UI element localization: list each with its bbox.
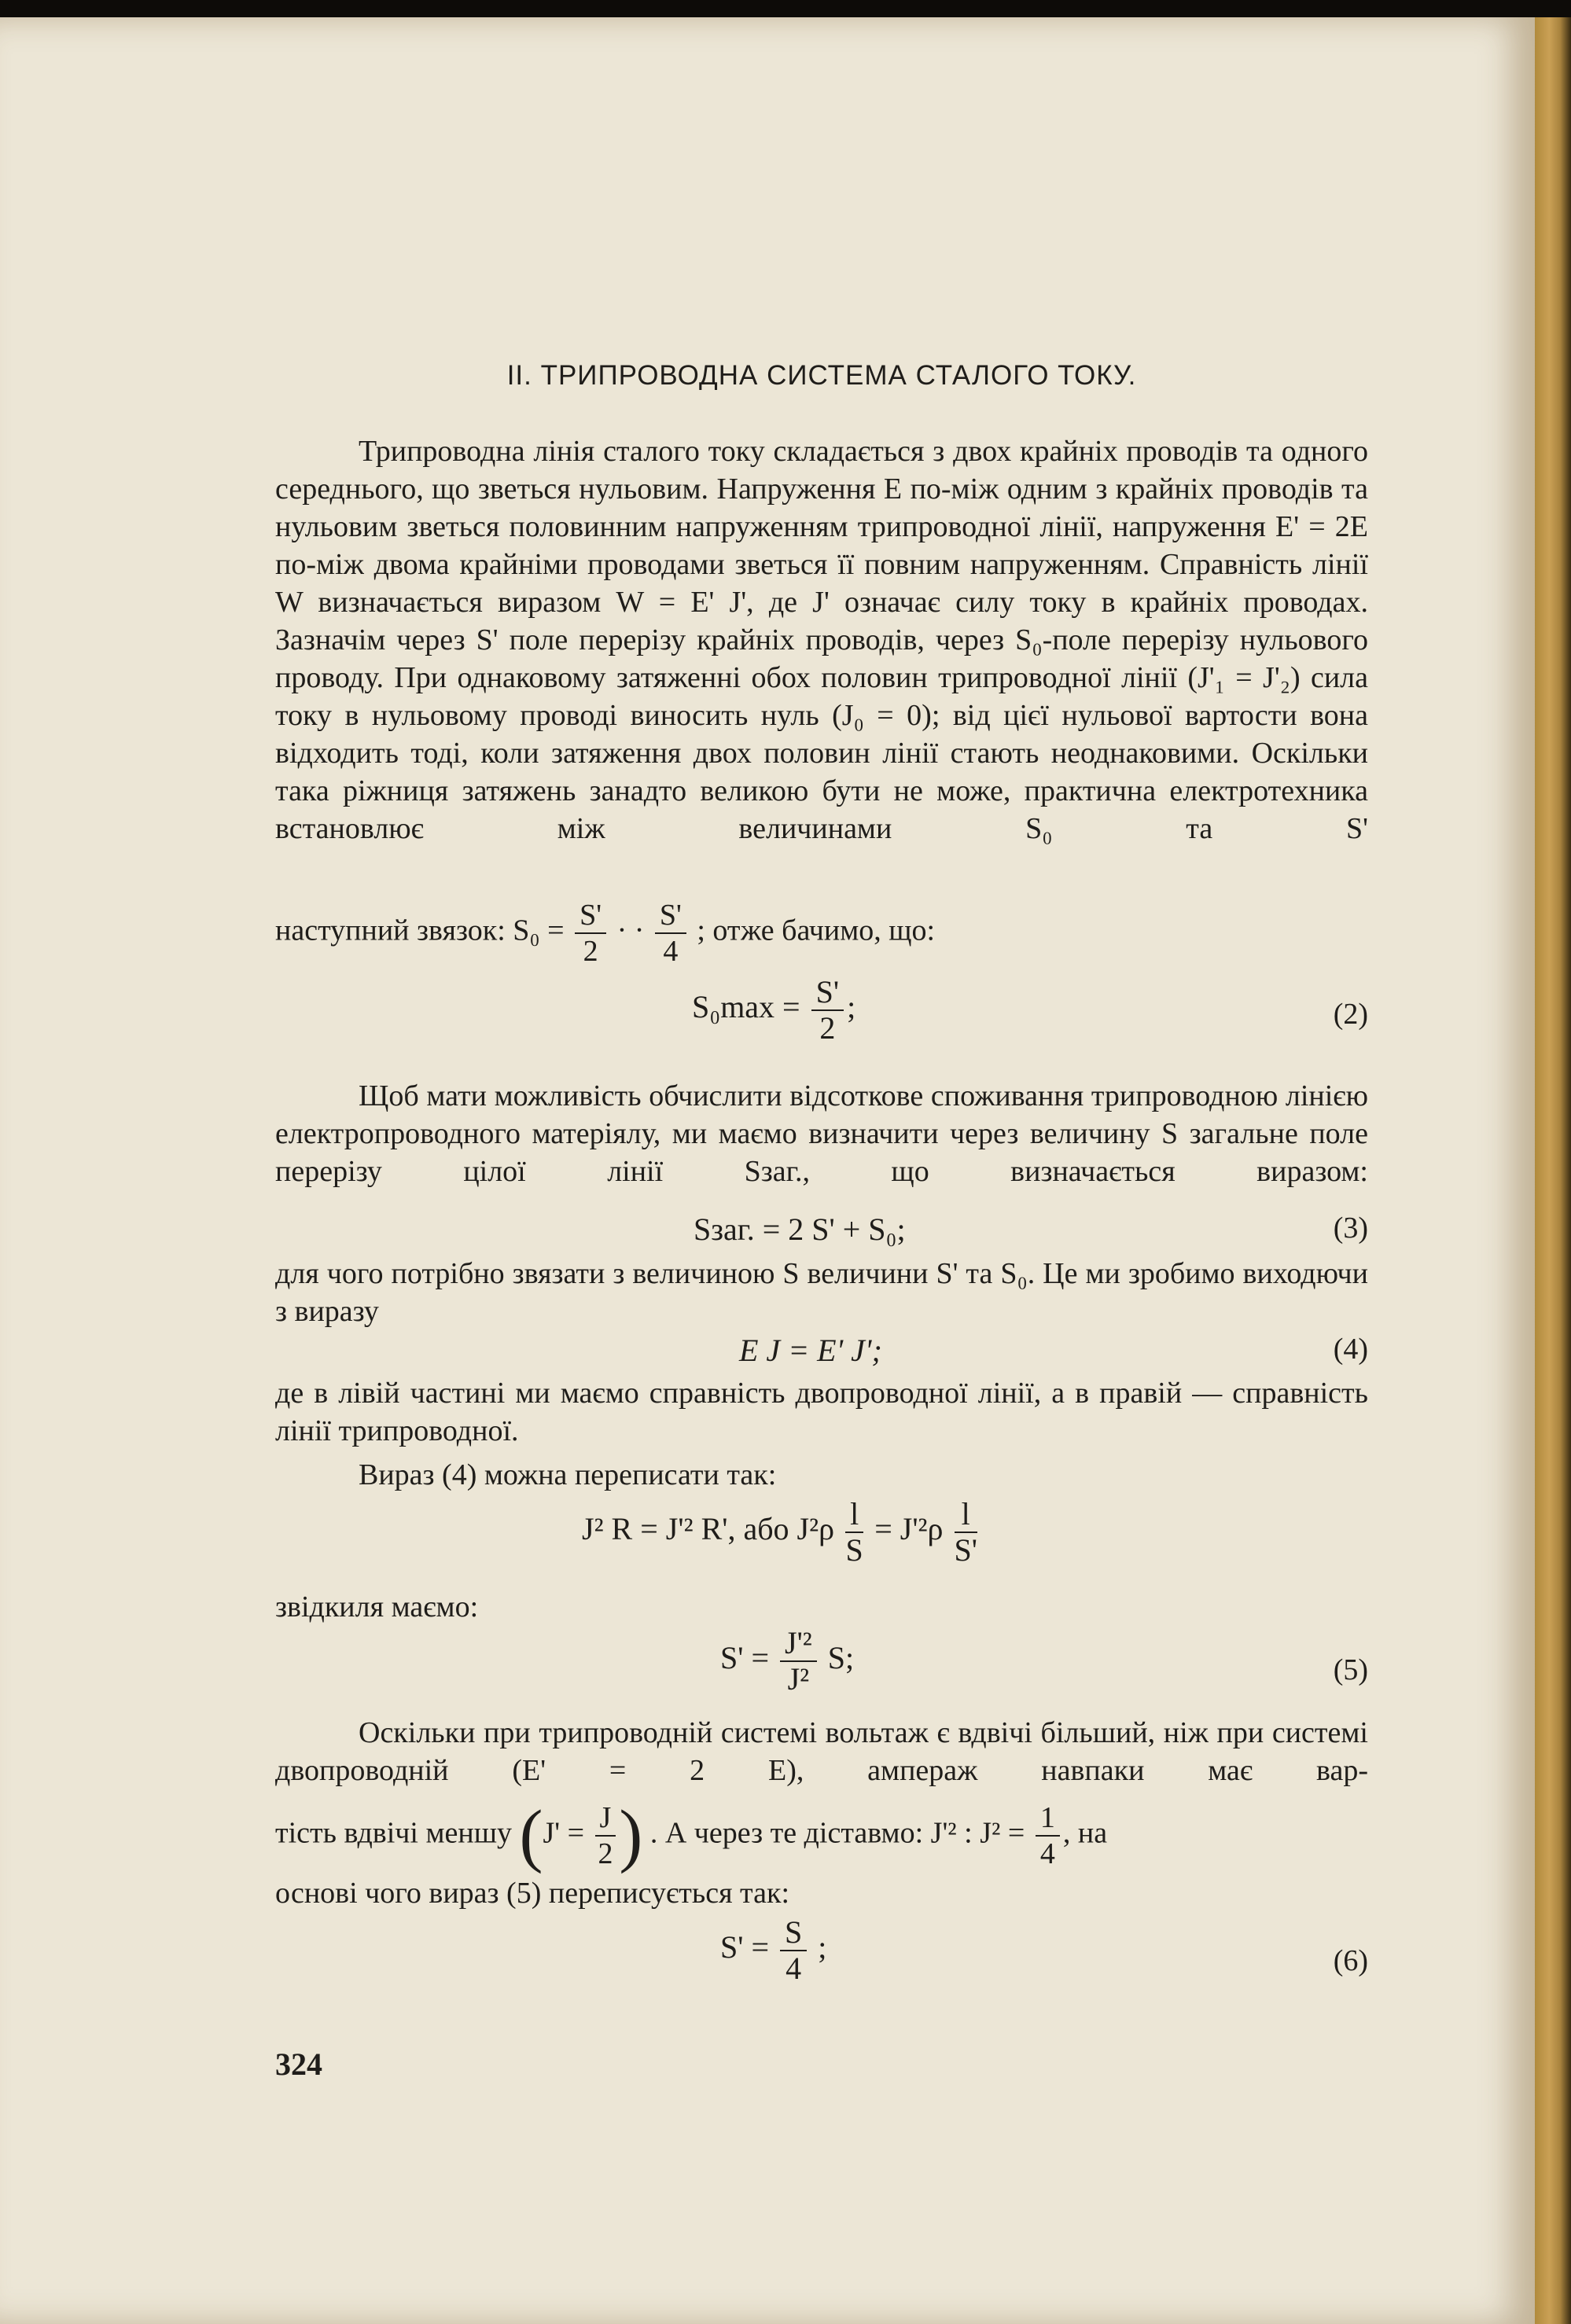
relation-dots: · ·: [616, 914, 645, 947]
p7-frac-den: 4: [1039, 1837, 1055, 1870]
page-edge: [1535, 17, 1571, 2324]
p7-paren-frac: [595, 1800, 616, 1871]
eq2-frac: [811, 975, 844, 1046]
eq5-lhs: S' =: [720, 1640, 770, 1676]
equation-3-expr: Sзаг. = 2 S' + S₀;: [694, 1212, 906, 1247]
equation-6-label: (6): [1333, 1944, 1368, 1977]
p7-text-c: , на: [1062, 1816, 1108, 1850]
relation-suffix: ; отже бачимо, що:: [697, 914, 936, 947]
p7-text-b: . А через те діставмо: J'² : J² =: [649, 1816, 1025, 1850]
equation-2: [275, 974, 1368, 1046]
paragraph-7-line-1: Оскільки при трипроводній системі вольтаж є вдвічі більший, ніж при системі двопроводній (E' = 2 E), ампераж навпаки має вар-: [275, 1716, 1368, 1787]
eqA-frac-2-num: l: [955, 1497, 977, 1533]
equation-4-label: (4): [1333, 1333, 1368, 1366]
eq6-num: S: [780, 1915, 807, 1951]
equation-6: [275, 1914, 1368, 1986]
section-heading: II. ТРИПРОВОДНА СИСТЕМА СТАЛОГО ТОКУ.: [506, 360, 1137, 391]
eq6-lhs: S' =: [720, 1929, 770, 1965]
eq2-lhs: S₀max =: [692, 989, 800, 1025]
eq2-num: S': [811, 975, 844, 1011]
eqA-frac-2: [955, 1497, 977, 1568]
equation-5-expr: [720, 1626, 854, 1697]
eq6-tail: ;: [818, 1929, 827, 1965]
paragraph-7-line-2: [275, 1796, 1368, 1874]
relation-frac-2: [655, 898, 686, 969]
relation-frac-2-den: 4: [663, 935, 679, 968]
equation-5: [275, 1625, 1368, 1697]
eqA-frac-2-den: S': [954, 1532, 977, 1568]
equation-2-expr: [692, 975, 855, 1046]
paragraph-1: Трипроводна лінія сталого току складається з двох крайніх проводів та одного середнього, що зветься нульовим. Напруження E по-між одним з крайніх проводів та нульовим зветься половинним напруженням трипроводної лінії, напруження E' = 2E по-між двома крайніми проводами зветься її повним напруженням. Справність лінії W визначається виразом W = E' J', де J' означає силу току в крайніх проводах. Зазначім через S' поле перерізу крайніх проводів, через S₀-поле перерізу нульового проводу. При однаковому затяженні обох половин трипроводної лінії (J'₁ = J'₂) сила току в нульовому проводі виносить нуль (J₀ = 0); від цієї нульової вартости вона відходить тоді, коли затяження двох половин лінії стають неоднаковими. Оскільки така ріжниця затяжень занадто великою бути не може, практична електротехника встановлює між величинами S₀ та S': [275, 435, 1368, 845]
equation-3-label: (3): [1333, 1212, 1368, 1245]
page-number: 324: [275, 2046, 322, 2082]
eq5-den: J²: [787, 1661, 810, 1697]
paragraph-3: для чого потрібно звязати з величиною S величини S' та S₀. Це ми зробимо виходючи з виразу: [275, 1257, 1368, 1328]
eqA-left: J² R = J'² R', або J²ρ: [582, 1511, 835, 1547]
equation-5-label: (5): [1333, 1653, 1368, 1686]
relation-frac-1-num: S': [575, 898, 606, 934]
relation-frac-1: [575, 898, 606, 969]
eq5-tail: S;: [827, 1640, 855, 1676]
relation-frac-1-den: 2: [583, 935, 598, 968]
left-paren: (: [519, 1796, 543, 1874]
equation-4-expr: E J = E' J';: [739, 1333, 882, 1368]
p7-text-a: тість вдвічі меншу: [275, 1816, 512, 1850]
eq6-frac: [780, 1915, 807, 1986]
equation-a: [275, 1496, 1368, 1568]
relation-prefix: наступний звязок: S₀ =: [275, 914, 565, 947]
p7-paren-den: 2: [598, 1837, 613, 1870]
eq2-den: 2: [819, 1010, 836, 1046]
eq6-den: 4: [786, 1951, 802, 1986]
p7-frac-num: 1: [1036, 1800, 1060, 1837]
paragraph-2: Щоб мати можливість обчислити відсоткове споживання трипроводною лінією електропроводного матеріялу, ми маємо визначити через величину S загальне поле перерізу цілої лінії Sзаг., що визначається виразом:: [275, 1079, 1368, 1188]
equation-a-expr: [582, 1497, 980, 1568]
eqA-frac-1-den: S: [845, 1532, 863, 1568]
eqA-frac-1: [845, 1497, 863, 1568]
relation-line: [275, 898, 1368, 969]
eqA-frac-1-num: l: [845, 1497, 863, 1533]
paragraph-6: звідкиля маємо:: [275, 1590, 479, 1623]
paragraph-5: Вираз (4) можна переписати так:: [359, 1458, 777, 1491]
p7-frac: [1036, 1800, 1060, 1871]
eq5-frac: [780, 1626, 817, 1697]
p7-paren-lhs: J' =: [543, 1816, 585, 1850]
paragraph-8: основі чого вираз (5) переписується так:: [275, 1877, 790, 1910]
eqA-mid: = J'²ρ: [874, 1511, 944, 1547]
relation-frac-2-num: S': [655, 898, 686, 934]
p7-paren-num: J: [595, 1800, 616, 1837]
equation-2-label: (2): [1333, 998, 1368, 1031]
right-paren: ): [619, 1796, 643, 1874]
equation-6-expr: [720, 1915, 826, 1986]
eq2-tail: ;: [847, 989, 856, 1025]
eq5-num: J'²: [780, 1626, 817, 1662]
paragraph-4: де в лівій частині ми маємо справність двопроводної лінії, а в правій — справність лінії трипроводної.: [275, 1377, 1368, 1447]
